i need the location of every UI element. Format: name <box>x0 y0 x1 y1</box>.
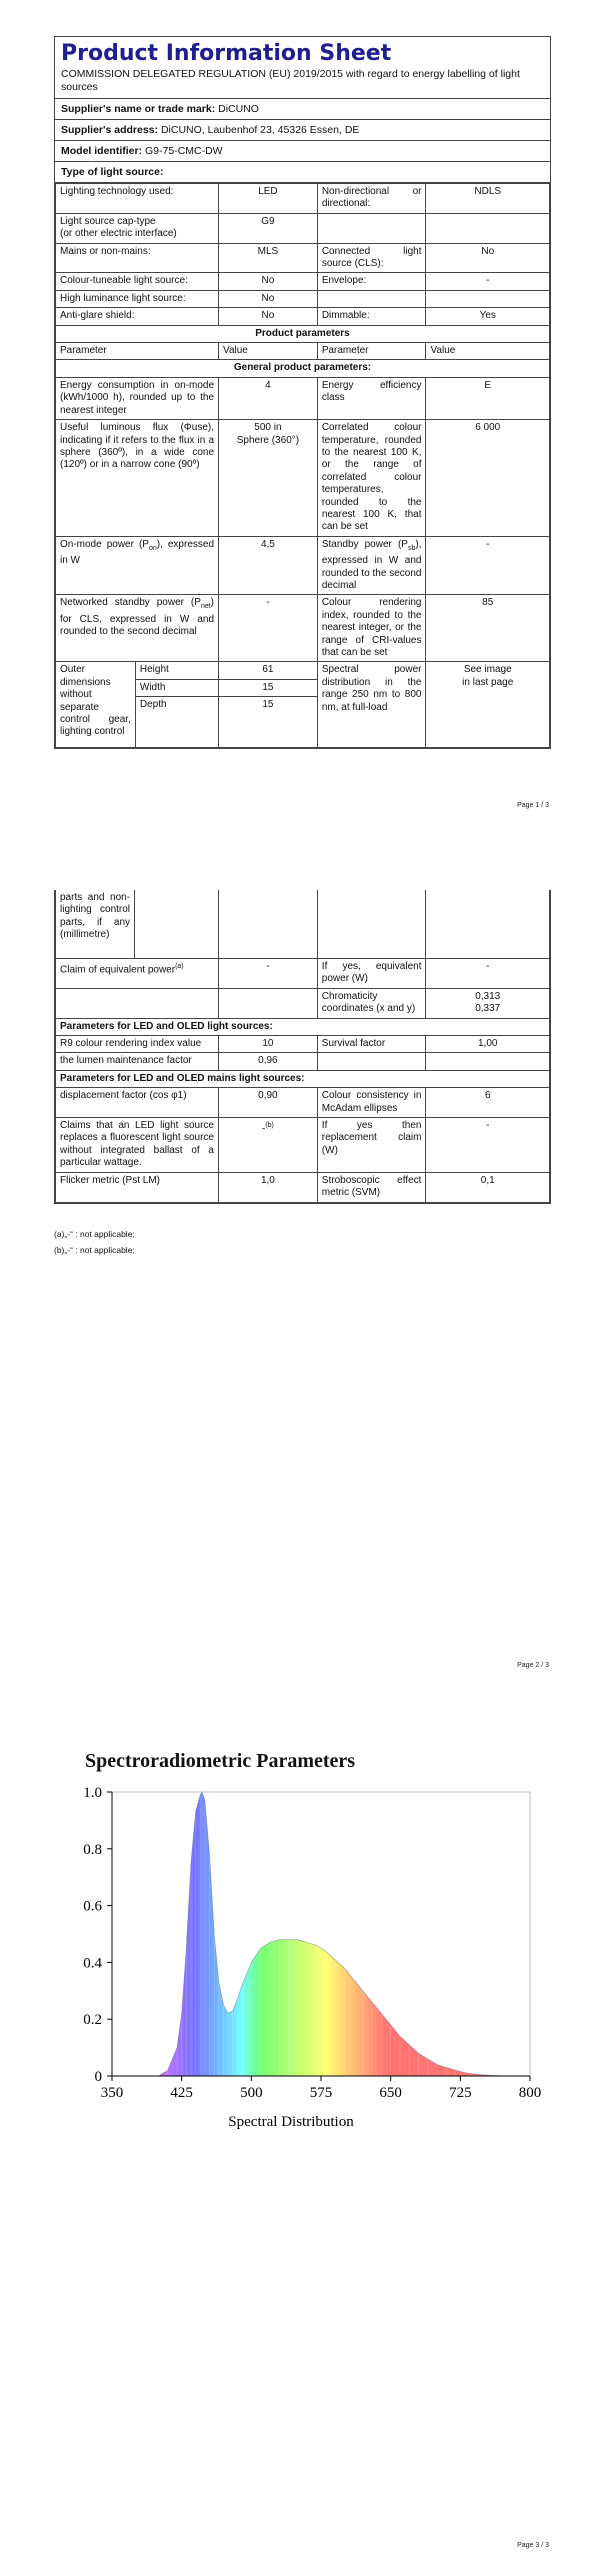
empty-cell <box>317 290 426 307</box>
col-value-header: Value <box>426 343 550 360</box>
type-heading-row <box>55 162 550 183</box>
displacement-value: 0,90 <box>219 1088 318 1118</box>
equiv-label: Claim of equivalent power <box>60 964 176 976</box>
table-row <box>56 308 550 325</box>
supplier-name: DiCUNO <box>218 103 259 115</box>
table-row <box>56 1018 550 1035</box>
width-value: 15 <box>219 679 317 696</box>
cls-value: No <box>426 243 550 273</box>
high-lum-value: No <box>219 290 318 307</box>
y-tick-label: 0.4 <box>83 1955 102 1972</box>
regulation-text: COMMISSION DELEGATED REGULATION (EU) 2019/2015 with regard to energy labelling of light sources <box>55 68 550 99</box>
empty-cell <box>426 290 550 307</box>
standby-label-sub: sb <box>407 544 416 552</box>
replace-value-cell <box>219 1118 318 1173</box>
cap-label-2: (or other electric interface) <box>60 228 177 240</box>
flux-label: Useful luminous flux (Φuse), indicating if it refers to the flux in a sphere (360º), in a wide cone (120º) or in a narrow cone (90º) <box>56 420 219 537</box>
y-tick-label: 1.0 <box>83 1785 102 1801</box>
onmode-label-end: ), expressed in W <box>60 538 215 567</box>
page-footer: Page 3 / 3 <box>517 2542 549 2549</box>
flux-value-1: 500 in <box>254 422 282 434</box>
survival-value: 1,00 <box>426 1036 550 1053</box>
dimensions-values-subtable <box>219 662 317 747</box>
equiv-sup: (a) <box>175 963 184 970</box>
empty-cell <box>426 1053 550 1070</box>
x-tick-label: 350 <box>100 2085 124 2101</box>
cct-value: 6 000 <box>426 420 550 537</box>
table-row <box>56 662 550 748</box>
table-row <box>56 595 550 662</box>
onmode-value: 4,5 <box>219 536 318 595</box>
width-label: Width <box>135 679 218 696</box>
spd-value-cell <box>426 662 550 748</box>
y-tick-label: 0.6 <box>83 1898 102 1915</box>
general-parameters-heading: General product parameters: <box>56 360 550 377</box>
table-row <box>56 377 550 419</box>
equiv-power-value: - <box>426 959 550 989</box>
stroboscopic-value: 0,1 <box>426 1172 550 1202</box>
empty-cell <box>317 213 426 243</box>
netstandby-label-end: ) for CLS, expressed in W and rounded to the second decimal <box>60 597 215 638</box>
displacement-label: displacement factor (cos φ1) <box>56 1088 219 1118</box>
continued-parameters-table <box>55 890 550 1203</box>
spd-value-2: in last page <box>462 676 514 688</box>
onmode-label-sub: on <box>148 544 157 552</box>
page-footer: Page 2 / 3 <box>517 1662 549 1669</box>
footnote-b: (b)„-“ : not applicable; <box>54 1245 135 1255</box>
cri-value: 85 <box>426 595 550 662</box>
supplier-address-label: Supplier's address: <box>61 124 159 136</box>
table-row <box>56 536 550 595</box>
supplier-address: DiCUNO, Laubenhof 23, 45326 Essen, DE <box>160 124 360 136</box>
table-row <box>56 420 550 537</box>
energy-value: 4 <box>219 377 318 419</box>
col-parameter-header: Parameter <box>317 343 426 360</box>
height-value: 61 <box>219 662 317 679</box>
empty-cell <box>426 213 550 243</box>
chroma-y: 0,337 <box>475 1003 501 1015</box>
table-row <box>56 1088 550 1118</box>
depth-value: 15 <box>262 699 274 711</box>
sheet-title: Product Information Sheet <box>61 41 392 66</box>
equiv-value: - <box>219 959 318 989</box>
x-tick-label: 725 <box>449 2085 472 2101</box>
y-tick-label: 0.8 <box>83 1841 102 1858</box>
empty-cell <box>317 1053 426 1070</box>
x-tick-label: 650 <box>379 2085 402 2101</box>
table-row <box>56 1070 550 1087</box>
height-label: Height <box>135 662 218 679</box>
chroma-label: Chromaticity coordinates (x and y) <box>317 988 426 1018</box>
table-row <box>56 213 550 243</box>
x-tick-label: 500 <box>240 2085 263 2101</box>
technology-label: Lighting technology used: <box>56 184 219 214</box>
model-identifier: G9-75-CMC-DW <box>145 145 223 157</box>
depth-label: Depth <box>139 699 167 711</box>
x-tick-label: 800 <box>518 2085 542 2101</box>
y-tick-label: 0 <box>94 2069 102 2085</box>
cct-label: Correlated colour temperature, rounded to the nearest 100 K, or the range of correlated colour temperatures, rounded to the nearest 100 K, that can be set <box>317 420 426 537</box>
spd-label: Spectral power distribution in the range 250 nm to 800 nm, at full-load <box>317 662 426 748</box>
flicker-value: 1,0 <box>219 1172 318 1202</box>
standby-value: - <box>426 536 550 595</box>
model-row <box>55 141 550 162</box>
supplier-address-row <box>55 120 550 141</box>
table-row <box>56 1053 550 1070</box>
table-row <box>56 325 550 342</box>
chroma-x: 0,313 <box>475 990 501 1002</box>
empty-cell <box>56 988 219 1018</box>
tuneable-value: No <box>219 273 318 290</box>
cls-label: Connected light source (CLS): <box>317 243 426 273</box>
flux-value-2: Sphere (360°) <box>236 434 300 446</box>
survival-label: Survival factor <box>317 1036 426 1053</box>
consistency-value: 6 <box>426 1088 550 1118</box>
standby-label-cell <box>317 536 426 595</box>
lumen-label: the lumen maintenance factor <box>56 1053 219 1070</box>
antiglare-label: Anti-glare shield: <box>56 308 219 325</box>
led-params-heading: Parameters for LED and OLED light sources: <box>56 1018 550 1035</box>
table-row <box>56 243 550 273</box>
footnote-a: (a)„-“ : not applicable; <box>54 1229 135 1239</box>
page-3 <box>0 1710 603 2560</box>
netstandby-label: Networked standby power (P <box>60 597 201 609</box>
directional-label: Non-directional or directional: <box>317 184 426 214</box>
replace-claim-label: If yes then replacement claim (W) <box>317 1118 426 1173</box>
chart-title: Spectroradiometric Parameters <box>85 1750 356 1772</box>
standby-label-end: ), expressed in W and rounded to the second decimal <box>321 538 422 591</box>
standby-label: Standby power (P <box>321 538 408 550</box>
x-tick-label: 425 <box>170 2085 193 2101</box>
cri-label: Colour rendering index, rounded to the nearest integer, or the range of CRI-values that can be set <box>317 595 426 662</box>
onmode-label: On-mode power (P <box>60 538 149 550</box>
mains-label: Mains or non-mains: <box>56 243 219 273</box>
table-row <box>56 959 550 989</box>
dimensions-label-continued: parts and non-lighting control parts, if any (millimetre) <box>56 890 135 959</box>
table-row <box>56 1118 550 1173</box>
supplier-name-label: Supplier's name or trade mark: <box>61 103 216 115</box>
cap-label: Light source cap-type <box>60 215 156 227</box>
dimensions-values-cell <box>219 662 318 748</box>
dimmable-label: Dimmable: <box>317 308 426 325</box>
x-axis-label: Spectral Distribution <box>228 2114 354 2130</box>
empty-cell <box>219 988 318 1018</box>
empty-cell <box>135 890 219 959</box>
stroboscopic-label: Stroboscopic effect metric (SVM) <box>317 1172 426 1202</box>
supplier-name-row <box>55 99 550 120</box>
empty-cell <box>426 890 550 959</box>
empty-cell <box>317 890 426 959</box>
replace-sup: (b) <box>265 1122 274 1130</box>
product-sheet-page-1 <box>54 36 551 749</box>
netstandby-label-cell <box>56 595 219 662</box>
replace-claim-value: - <box>426 1118 550 1173</box>
efficiency-value: E <box>426 377 550 419</box>
antiglare-value: No <box>219 308 318 325</box>
mains-value: MLS <box>219 243 318 273</box>
empty-cell <box>219 890 318 959</box>
envelope-label: Envelope: <box>317 273 426 290</box>
r9-label: R9 colour rendering index value <box>56 1036 219 1053</box>
light-source-table <box>55 183 550 748</box>
dimensions-cell <box>56 662 219 748</box>
replace-label: Claims that an LED light source replaces a fluorescent light source without integrated ballast of a particular wattage. <box>56 1118 219 1173</box>
table-row <box>56 184 550 214</box>
table-row <box>56 290 550 307</box>
flicker-label: Flicker metric (Pst LM) <box>56 1172 219 1202</box>
led-mains-params-heading: Parameters for LED and OLED mains light sources: <box>56 1070 550 1087</box>
dimmable-value: Yes <box>426 308 550 325</box>
equiv-label-cell <box>56 959 219 989</box>
chroma-value-cell <box>426 988 550 1018</box>
dimensions-subtable <box>56 662 218 747</box>
model-label: Model identifier: <box>61 145 143 157</box>
netstandby-value: - <box>219 595 318 662</box>
page-2 <box>0 860 603 1680</box>
energy-label: Energy consumption in on-mode (kWh/1000 h), rounded up to the nearest integer <box>56 377 219 419</box>
netstandby-label-sub: net <box>200 603 211 611</box>
table-row <box>56 1036 550 1053</box>
table-row <box>56 988 550 1018</box>
dimensions-label: Outer dimensions without separate control gear, lighting control <box>56 662 135 747</box>
consistency-label: Colour consistency in McAdam ellipses <box>317 1088 426 1118</box>
table-row <box>56 273 550 290</box>
table-row <box>56 343 550 360</box>
product-parameters-heading: Product parameters <box>56 325 550 342</box>
efficiency-label: Energy efficiency class <box>317 377 426 419</box>
type-heading: Type of light source: <box>61 166 164 178</box>
technology-value: LED <box>219 184 318 214</box>
product-sheet-page-2 <box>54 890 551 1204</box>
envelope-value: - <box>426 273 550 290</box>
tuneable-label: Colour-tuneable light source: <box>56 273 219 290</box>
flux-value-cell <box>219 420 318 537</box>
cap-label-cell <box>56 213 219 243</box>
spectral-distribution-chart <box>0 1780 603 2160</box>
page-1 <box>0 0 603 820</box>
table-row <box>56 360 550 377</box>
y-tick-label: 0.2 <box>83 2012 102 2029</box>
table-row <box>56 890 550 959</box>
onmode-label-cell <box>56 536 219 595</box>
r9-value: 10 <box>219 1036 318 1053</box>
spd-value-1: See image <box>463 664 512 676</box>
col-value-header: Value <box>219 343 318 360</box>
lumen-value: 0,96 <box>219 1053 318 1070</box>
col-parameter-header: Parameter <box>56 343 219 360</box>
replace-value: - <box>261 1123 266 1135</box>
page-footer: Page 1 / 3 <box>517 802 549 809</box>
table-row <box>56 1172 550 1202</box>
equiv-power-label: If yes, equivalent power (W) <box>317 959 426 989</box>
directional-value: NDLS <box>426 184 550 214</box>
high-lum-label: High luminance light source: <box>56 290 219 307</box>
x-tick-label: 575 <box>309 2085 333 2101</box>
cap-value: G9 <box>219 213 318 243</box>
